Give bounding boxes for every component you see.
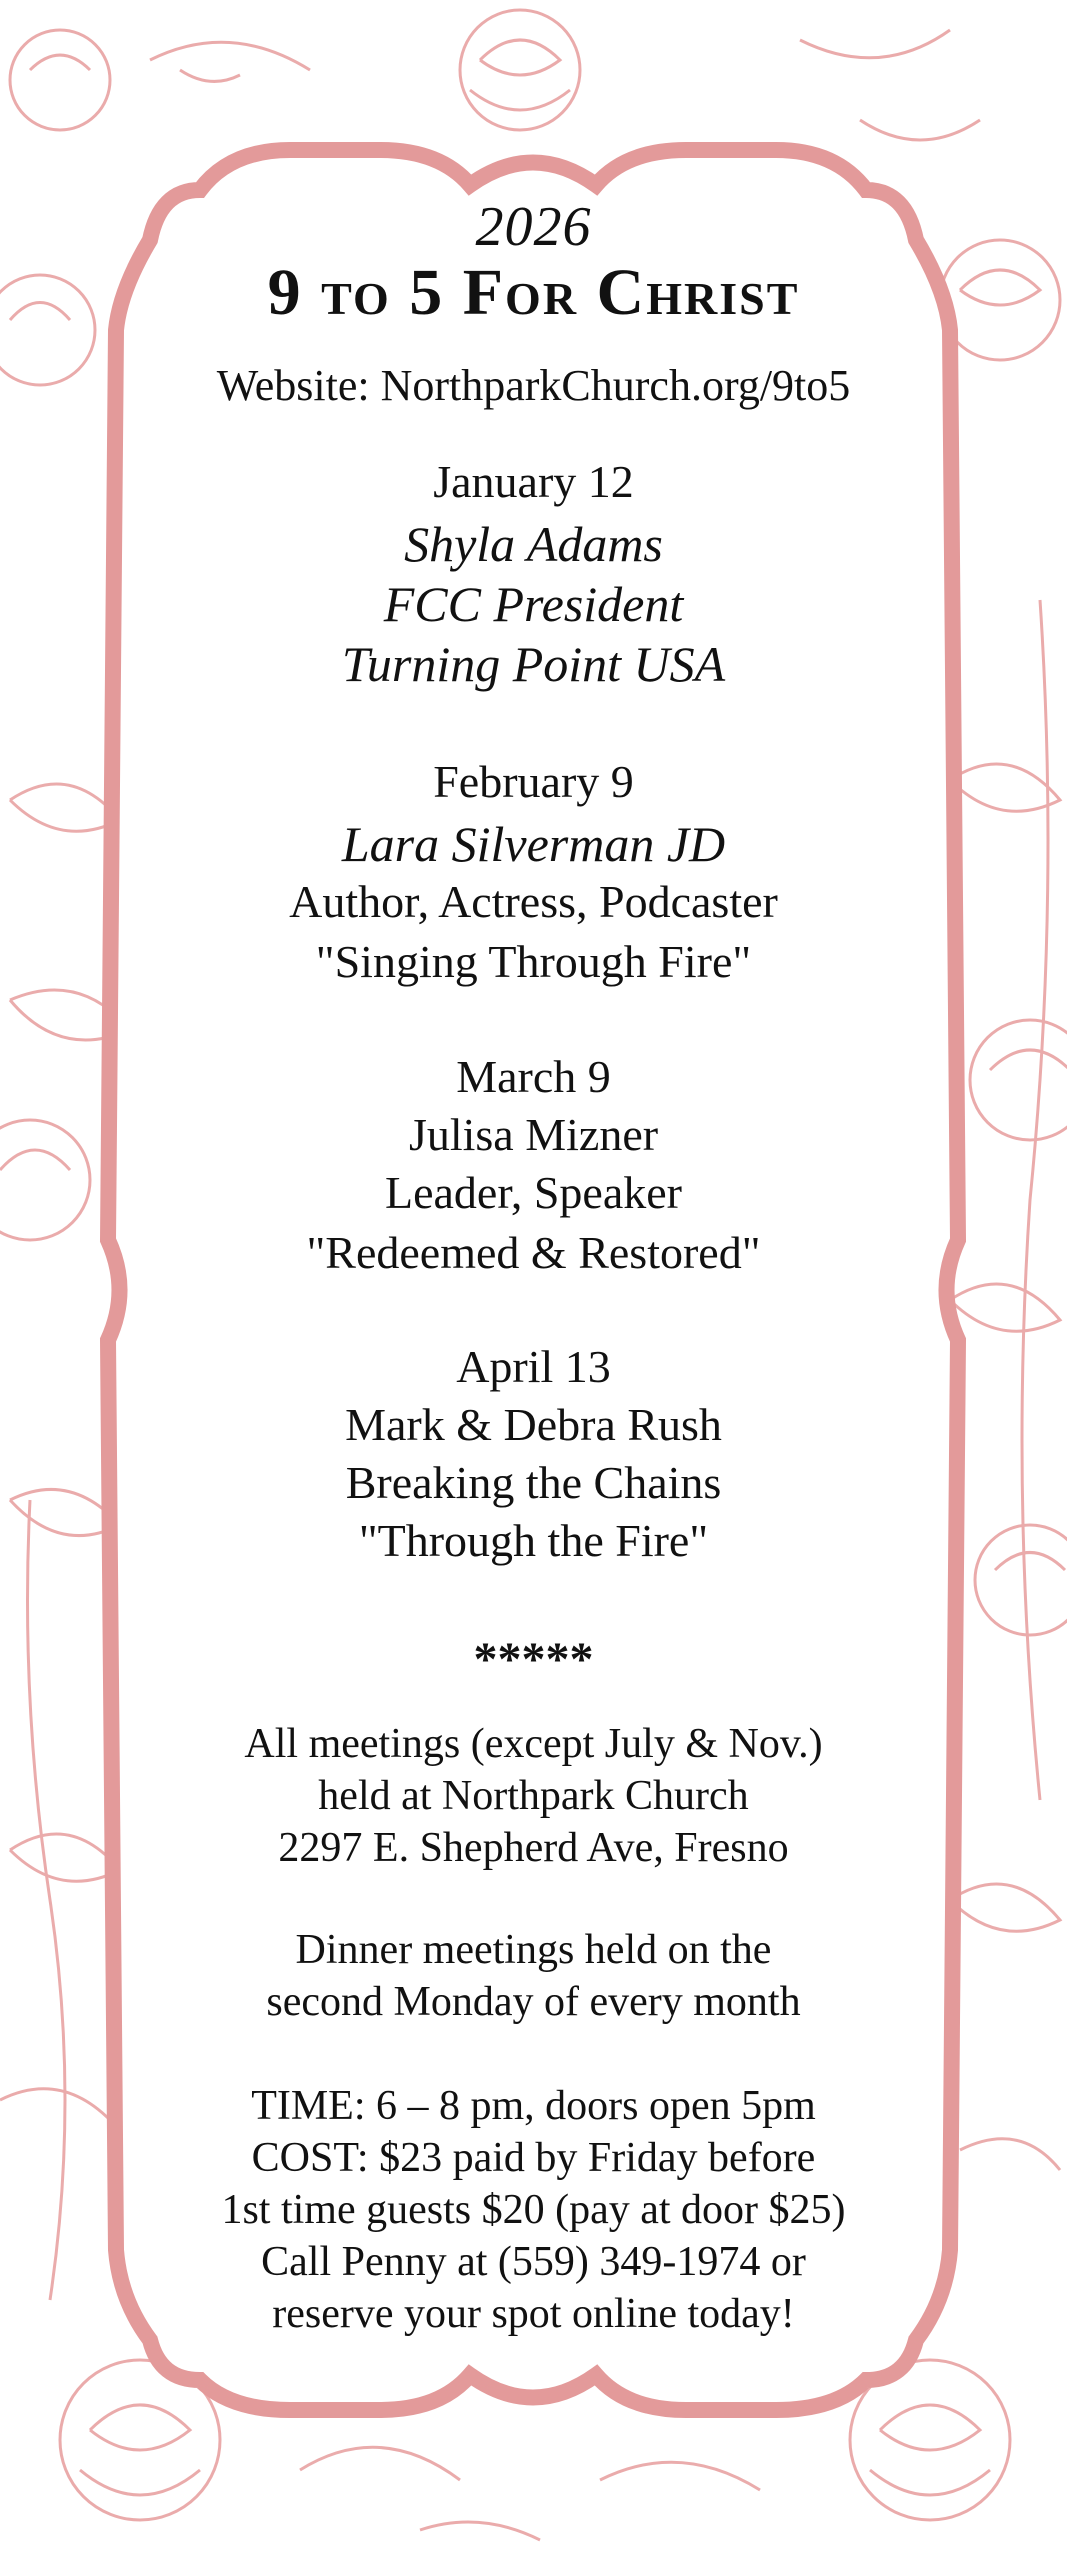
event-title: 9 to 5 For Christ — [267, 256, 800, 329]
speaker-title: Leader, Speaker — [385, 1167, 682, 1218]
year: 2026 — [475, 196, 592, 258]
speaker-title: FCC President — [383, 576, 684, 632]
speaker-name: Mark & Debra Rush — [345, 1399, 722, 1450]
reserve-line: reserve your spot online today! — [272, 2291, 795, 2337]
speaker-title: Author, Actress, Podcaster — [289, 876, 778, 927]
separator: ***** — [473, 1633, 594, 1686]
speaker-org: Turning Point USA — [341, 636, 726, 692]
location-line: All meetings (except July & Nov.) — [244, 1721, 823, 1767]
website-link[interactable]: Website: NorthparkChurch.org/9to5 — [216, 361, 851, 410]
guest-cost-line: 1st time guests $20 (pay at door $25) — [221, 2187, 846, 2233]
speaker-title: Breaking the Chains — [345, 1457, 722, 1508]
location-line: held at Northpark Church — [318, 1773, 749, 1819]
schedule-line: second Monday of every month — [266, 1979, 801, 2025]
location-line: 2297 E. Shepherd Ave, Fresno — [278, 1825, 789, 1871]
event-date: February 9 — [433, 756, 634, 807]
talk-title: "Through the Fire" — [358, 1515, 709, 1566]
cost-line: COST: $23 paid by Friday before — [251, 2135, 816, 2181]
speaker-name: Shyla Adams — [404, 516, 663, 572]
speaker-name: Lara Silverman JD — [341, 816, 726, 872]
speaker-name: Julisa Mizner — [408, 1109, 659, 1160]
time-line: TIME: 6 – 8 pm, doors open 5pm — [251, 2083, 816, 2129]
event-date: March 9 — [456, 1051, 611, 1102]
event-date: April 13 — [456, 1341, 611, 1392]
talk-title: "Singing Through Fire" — [315, 936, 752, 987]
schedule-line: Dinner meetings held on the — [295, 1927, 772, 1973]
talk-title: "Redeemed & Restored" — [306, 1227, 761, 1278]
contact-line: Call Penny at (559) 349-1974 or — [261, 2239, 806, 2285]
event-date: January 12 — [433, 456, 634, 507]
